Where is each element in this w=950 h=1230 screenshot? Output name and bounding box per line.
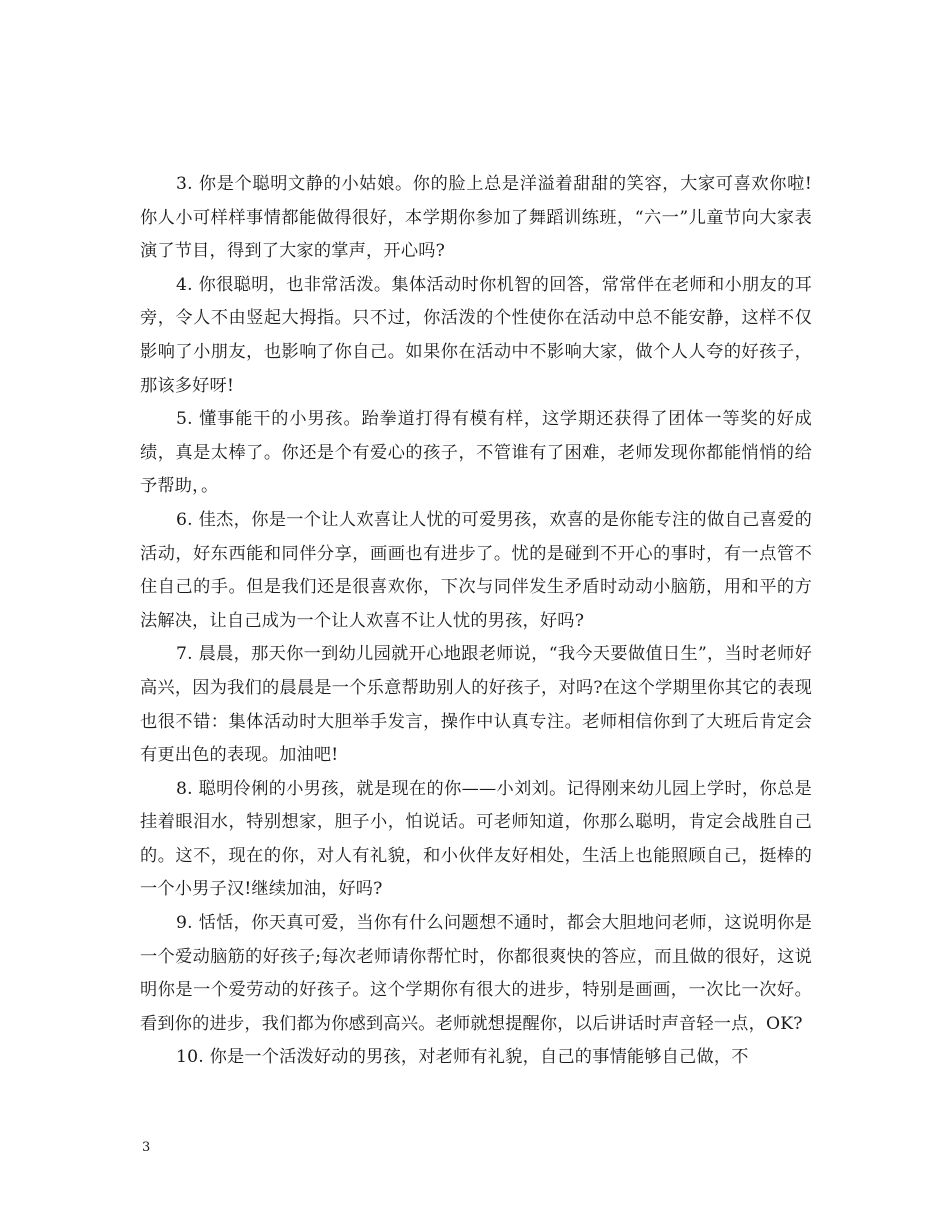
- paragraph-item-9: 9. 恬恬，你天真可爱，当你有什么问题想不通时，都会大胆地问老师，这说明你是一个爱动脑筋的好孩子;每次老师请你帮忙时，你都很爽快的答应，而且做的很好，这说明你是一个爱劳动的好孩子。这个学期你有很大的进步，特别是画画，一次比一次好。看到你的进步，我们都为你感到高兴。老师就想提醒你，以后讲话时声音轻一点，OK?: [140, 913, 812, 1034]
- document-body: [140, 168, 812, 1075]
- paragraph-item-8: 8. 聪明伶俐的小男孩，就是现在的你——小刘刘。记得刚来幼儿园上学时，你总是挂着眼泪水，特别想家，胆子小，怕说话。可老师知道，你那么聪明，肯定会战胜自己的。这不，现在的你，对人有礼貌，和小伙伴友好相处，生活上也能照顾自己，挺棒的一个小男子汉!继续加油，好吗?: [140, 778, 812, 900]
- paragraph-item-5: 5. 懂事能干的小男孩。跆拳道打得有模有样，这学期还获得了团体一等奖的好成绩，真是太棒了。你还是个有爱心的孩子，不管谁有了困难，老师发现你都能悄悄的给予帮助，。: [140, 409, 812, 497]
- paragraph-item-6: 6. 佳杰，你是一个让人欢喜让人忧的可爱男孩，欢喜的是你能专注的做自己喜爱的活动，好东西能和同伴分享，画画也有进步了。忧的是碰到不开心的事时，有一点管不住自己的手。但是我们还是很喜欢你，下次与同伴发生矛盾时动动小脑筋，用和平的方法解决，让自己成为一个让人欢喜不让人忧的男孩，好吗?: [140, 509, 812, 631]
- page-number: 3: [142, 1140, 151, 1155]
- paragraph-item-3: 3. 你是个聪明文静的小姑娘。你的脸上总是洋溢着甜甜的笑容，大家可喜欢你啦!你人小可样样事情都能做得很好，本学期你参加了舞蹈训练班，“六一”儿童节向大家表演了节目，得到了大家的掌声，开心吗?: [140, 174, 812, 262]
- paragraph-item-7: 7. 晨晨，那天你一到幼儿园就开心地跟老师说，“我今天要做值日生”，当时老师好高兴，因为我们的晨晨是一个乐意帮助别人的好孩子，对吗?在这个学期里你其它的表现也很不错：集体活动时大胆举手发言，操作中认真专注。老师相信你到了大班后肯定会有更出色的表现。加油吧!: [140, 644, 812, 766]
- paragraph-item-4: 4. 你很聪明，也非常活泼。集体活动时你机智的回答，常常伴在老师和小朋友的耳旁，令人不由竖起大拇指。只不过，你活泼的个性使你在活动中总不能安静，这样不仅影响了小朋友，也影响了你自己。如果你在活动中不影响大家，做个人人夸的好孩子，那该多好呀!: [140, 274, 812, 396]
- paragraph-item-10: 10. 你是一个活泼好动的男孩，对老师有礼貌，自己的事情能够自己做，不: [176, 1047, 749, 1068]
